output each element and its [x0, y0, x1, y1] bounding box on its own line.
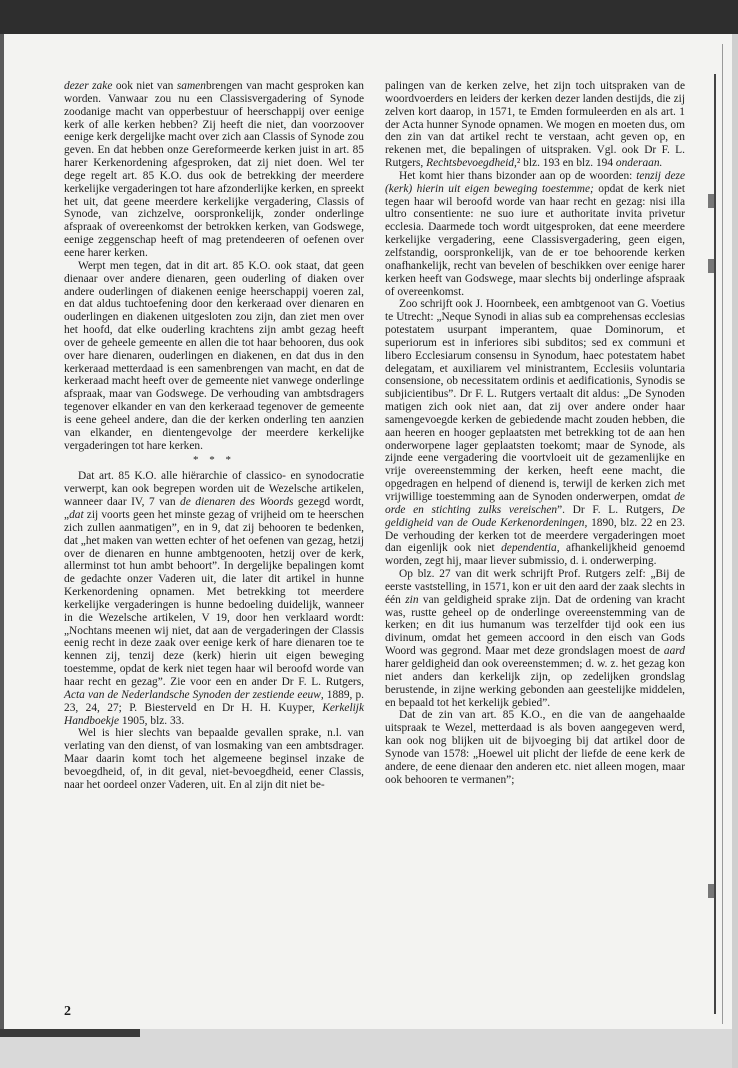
italic-text: tenzij deze (kerk) hierin uit eigen beweging toestemme;	[385, 169, 685, 195]
italic-text: samen	[176, 80, 206, 92]
section-divider-stars: * * *	[193, 454, 235, 467]
binding-line	[714, 74, 716, 1014]
italic-text: Acta van de Nederlandsche Synoden der zestiende eeuw	[64, 688, 321, 701]
binding-mark	[708, 194, 714, 208]
paragraph: Wel is hier slechts van bepaalde gevallen sprake, n.l. van verlating van den dienst, of van losmaking van een ambtsdrager. Maar daarin komt toch het algemeene beginsel inzake de bevoegdheid, of, in dit geval, niet-bevoegdheid, eener Classis, naar het oordeel onzer Vaderen, uit. En al zijn dit niet be-	[64, 727, 364, 791]
italic-text: Kerkelijk Handboekje	[64, 701, 364, 727]
paragraph: Dat art. 85 K.O. alle hiërarchie of classico- en synodocratie verwerpt, kan ook begrepen worden uit de Wezelsche artikelen, wanneer daar IV, 7 van de dienaren des Woords gezegd wordt, „dat zij voorts geen het minste gezag of vrijheid om te heerschen zich zullen aanmatigen”, en in 9, dat zij behooren te bedenken, dat „het maken van wetten echter of het oefenen van gezag, hetzij over de dienaren en hunne ambtgenooten, hetzij over de kerk, allerminst tot hun ambt behoort”. In dergelijke bepalingen komt de gedachte onzer Vaderen uit, die later dit artikel in hunne Kerkenordening opnamen. Met betrekking tot meerdere kerkelijke vergaderingen is hunne bedoeling duidelijk, wanneer in die Wezelsche artikelen, V 19, door hen verklaard wordt: „Nochtans meenen wij niet, dat aan de vergaderingen der Classis eenig recht in deze zaak over eenige kerk of hare dienaren toe te kennen zij, tenzij deze (kerk) hierin uit eigen beweging toestemme, opdat de kerk niet tegen haar wil beroofd worde van haar recht en gezag”. Zie voor een en ander Dr F. L. Rutgers, Acta van de Nederlandsche Synoden der zestiende eeuw, 1889, p. 23, 24, 27; P. Biesterveld en Dr H. H. Kuyper, Kerkelijk Handboekje 1905, blz. 33.	[64, 470, 364, 727]
scan-right-edge	[732, 34, 738, 1068]
paragraph: dezer zake ook niet van samenbrengen van macht gesproken kan worden. Vanwaar zou nu een Classisvergadering of Synode zoodanige macht van opperbestuur of heerschappij over eenige kerk of alle kerken hebben? Zij heeft die niet, dan voorzoover eenige kerk dergelijke macht over zich aan Classis of Synode zou geven. En dat hebben onze Gereformeerde kerken juist in art. 85 harer Kerkenordening afgesproken, dat zij niet doen. Wel ter dege regelt art. 85 K.O. dus ook de betrekking der meerdere kerkelijke vergaderingen tot hare afzonderlijke kerken, en spreekt het uit, dat geene meerdere kerkelijke vergadering, Classis of Synode, van zichzelve, oorspronkelijk, zonder onderlinge afspraak of overeenkomst der betrokken kerken, van Godswege, eenige zeggenschap heeft of mag pretendeeren of oefenen over eene harer kerken.	[64, 80, 364, 259]
page-binding-edge	[700, 34, 732, 1029]
binding-mark	[708, 259, 714, 273]
page-number: 2	[64, 1004, 71, 1019]
scan-bottom-shadow	[0, 1029, 140, 1037]
italic-text: De geldigheid van de Oude Kerkenordeningen,	[385, 503, 685, 529]
paragraph: Werpt men tegen, dat in dit art. 85 K.O. ook staat, dat geen dienaar over andere dienaren, geen ouderling of diaken over andere ouderlingen of diakenen eenige heerschappij voeren zal, en dat aldus tuchtoefening door den kerkeraad over dienaren en ouderlingen en diakenen uitgesloten zou zijn, dan ziet men over het hoofd, dat elke ouderling krachtens zijn ambt gezag heeft over de geheele gemeente en allen die tot haar behooren, dus ook over hare dienaren, ouderlingen en diakenen, en dat dus in den kerkeraad metterdaad is een samenbrengen van macht, en dat de kerkeraad macht heeft over de gemeente niet vanwege onderlinge afspraak, maar van Godswege. De verhouding van ambtsdragers tegenover elkander en van den kerkeraad tegenover de gemeente is eene geheel andere, dan die der kerken onderling ten aanzien van elkander, en dientengevolge der meerdere kerkelijke vergaderingen tot hare kerken.	[64, 259, 364, 452]
italic-text: onderaan.	[615, 157, 663, 170]
paragraph: Dat de zin van art. 85 K.O., en die van de aangehaalde uitspraak te Wezel, metterdaad is als boven aangegeven werd, kan ook nog blijken uit de bijvoeging bij dat artikel door de Synode van 1578: „Hoewel uit plicht der liefde de eene kerk de andere, de eene dienaar den anderen etc. niet alleen mogen, maar ook behooren te vermanen”;	[385, 709, 685, 786]
italic-text: de dienaren des Woords	[180, 496, 294, 509]
italic-text: zin	[405, 593, 419, 606]
scan-top-border	[0, 0, 738, 34]
italic-text: Rechtsbevoegdheid,	[426, 157, 517, 170]
binding-line	[722, 44, 723, 1024]
italic-text: de orde en stichting zulks vereischen	[385, 491, 685, 516]
italic-text: aard	[663, 645, 685, 658]
right-column	[385, 80, 685, 786]
left-column	[64, 80, 364, 792]
paragraph: Op blz. 27 van dit werk schrijft Prof. Rutgers zelf: „Bij de eerste vaststelling, in 1571, kon er uit den aard der zaak slechts in één zin van geldigheid sprake zijn. Dat de ordening van kracht was, rustte geheel op de onderlinge overeenstemming van de kerken; en dit ius humanum was terzelfder tijd ook een ius divinum, omdat het gemeen accoord in den eisch van Gods Woord was gegrond. Maar met deze grondslagen moest de aard harer geldigheid dan ook overeenstemmen; d. w. z. het gezag kon niet anders dan kerkelijk zijn, op zedelijken grondslag berustende, in zijne werking gebonden aan geestelijke middelen, en bepaald tot het kerkelijk gebied”.	[385, 568, 685, 709]
scan-left-shadow	[0, 34, 4, 1029]
paragraph: palingen van de kerken zelve, het zijn toch uitspraken van de woordvoerders en leiders der kerken dezer landen destijds, die zij zelven kort daarop, in 1571, te Emden formuleerden en als art. 1 der Acta hunner Synode opnamen. We mogen en moeten dus, om den zin van dat artikel recht te verstaan, acht geven op, en rekenen met, die bepalingen of uitspraken. Vgl. ook Dr F. L. Rutgers, Rechtsbevoegdheid,² blz. 193 en blz. 194 onderaan.	[385, 80, 685, 170]
italic-text: dependentia,	[501, 542, 560, 555]
paragraph: Het komt hier thans bizonder aan op de woorden: tenzij deze (kerk) hierin uit eigen beweging toestemme; opdat de kerk niet tegen haar wil beroofd worde van haar recht en gezag: nisi illa ultro consentiente: ne suo iure et authoritate invita privetur ecclesia. Daarmede toch wordt uitgesproken, dat eene meerdere kerkelijke vergadering, eene Classisvergadering, geen eigen, zelfstandig, oorspronkelijk, van de er toe behoorende kerken onafhankelijk, recht van bevelen of beschikken over eenige harer kerken heeft van Godswege, maar slechts bij onderlinge afspraak of overeenkomst.	[385, 169, 685, 298]
italic-text: dezer zake	[64, 80, 113, 92]
binding-mark	[708, 884, 714, 898]
paragraph: Zoo schrijft ook J. Hoornbeek, een ambtgenoot van G. Voetius te Utrecht: „Neque Synodi in alias sub ea comprehensas ecclesias potestatem usurpant imperantem, quae Dominorum, et superiorum est in inferiores sibi subditos; sed ex communi et libero Ecclesiarum consensu in Synodum, haec potestatem habet delegatam, et auxiliarem vel ministrantem, Ecclesiis voluntaria consensione, ob necessitatem ordinis et aedificationis, Synodis se subjicientibus”. Dr F. L. Rutgers vertaalt dit aldus: „De Synoden matigen zich ook niet aan, dat zij over andere onder haar samengevoegde kerken de gebiedende macht zouden hebben, die aan heeren en hooger geplaatsten met betrekking tot de aan hen onderworpene lager geplaatsten toekomt; maar de Synode, als zijnde eene vergadering die voortvloeit uit de gezamenlijke en vrije overeenstemming der kerken, heeft eene macht, die opgedragen en helpend of dienend is, terwijl de kerken zich met vrijwillige toestemming aan de Synoden onderwerpen, omdat de orde en stichting zulks vereischen”. Dr F. L. Rutgers, De geldigheid van de Oude Kerkenordeningen, 1890, blz. 22 en 23. De verhouding der kerken tot de meerdere vergaderingen moet dan eigenlijk ook niet dependentia, afhankelijkheid genoemd worden, zegt hij, maar liever submissio, d. i. onderwerping.	[385, 298, 685, 568]
italic-text: dat	[69, 509, 84, 521]
